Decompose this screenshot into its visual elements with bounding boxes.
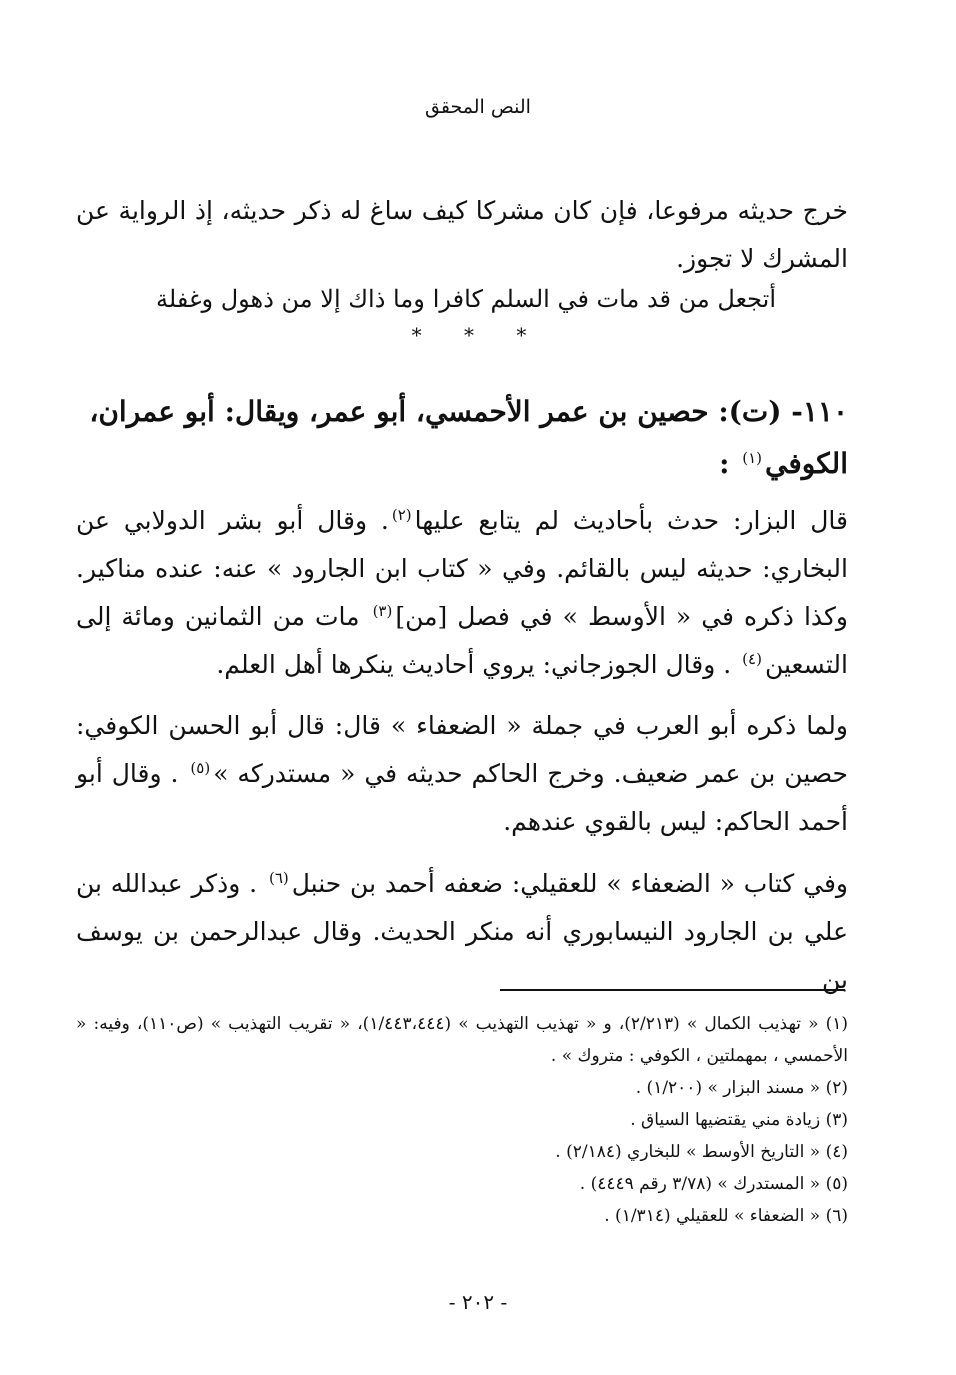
footnote-item: (٦) « الضعفاء » للعقيلي (١/٣١٤) .	[604, 1206, 848, 1226]
entry-heading-line-1: ١١٠- (ت): حصين بن عمر الأحمسي، أبو عمر، ويقال: أبو عمران،	[89, 395, 848, 428]
paragraph-uqayli	[76, 860, 848, 1004]
footnote-item: (٥) « المستدرك » (٣/٧٨ رقم ٤٤٤٩) .	[579, 1174, 848, 1194]
footnote-ref-2: (٢)	[391, 505, 412, 524]
footnote-ref-5: (٥)	[190, 758, 211, 777]
page-number: - ٢٠٢ -	[448, 1290, 508, 1314]
paragraph-text: . وقال أبو بشر الدولابي عن البخاري: حديثه ليس بالقائم. وفي « كتاب ابن الجارود » عنه: عنده مناكير. وكذا ذكره في « الأوسط » في فصل [من]	[76, 506, 848, 631]
footnote-ref-3: (٣)	[372, 601, 393, 620]
entry-heading-line-2	[76, 438, 848, 490]
continuation-paragraph: خرج حديثه مرفوعا، فإن كان مشركا كيف ساغ له ذكر حديثه، إذ الرواية عن المشرك لا تجوز.	[76, 196, 848, 273]
footnotes-list	[76, 1008, 848, 1232]
paragraph-text: . وقال الجوزجاني: يروي أحاديث ينكرها أهل العلم.	[216, 650, 732, 679]
footnote-ref-1: (١)	[742, 448, 763, 467]
paragraph-bazzar	[76, 497, 848, 689]
poem-verse	[156, 279, 776, 319]
footnote-item: (٢) « مسند البزار » (١/٢٠٠) .	[635, 1078, 848, 1098]
entry-heading-colon: :	[719, 447, 730, 480]
paragraph-text: مات من الثمانين ومائة إلى التسعين	[76, 602, 848, 679]
paragraph-text: وفي كتاب « الضعفاء » للعقيلي: ضعفه أحمد بن حنبل	[291, 869, 848, 898]
footnote-ref-4: (٤)	[742, 649, 762, 668]
entry-heading-nisba: الكوفي	[765, 447, 848, 480]
paragraph-text: قال البزار: حدث بأحاديث لم يتابع عليها	[414, 506, 848, 535]
footnote-item: (٤) « التاريخ الأوسط » للبخاري (٢/١٨٤) .	[555, 1142, 848, 1162]
poem-hemistich-second: وما ذاك إلا من ذهول وغفلة	[156, 285, 425, 313]
footnote-item: (٣) زيادة مني يقتضيها السياق .	[630, 1110, 848, 1130]
paragraph-text: . وذكر عبدالله بن علي بن الجارود النيسابوري أنه منكر الحديث. وقال عبدالرحمن بن يوسف بن	[76, 869, 848, 994]
running-head: النص المحقق	[425, 96, 531, 118]
paragraph-abu-al-arab	[76, 702, 848, 846]
section-separator: * * *	[411, 323, 545, 347]
paragraph-text: . وقال أبو أحمد الحاكم: ليس بالقوي عندهم.	[76, 759, 848, 836]
poem-hemistich-first: أتجعل من قد مات في السلم كافرا	[432, 285, 776, 313]
paragraph-text: ولما ذكره أبو العرب في جملة « الضعفاء » قال: قال أبو الحسن الكوفي: حصين بن عمر ضعيف. وخرج الحاكم حديثه في « مستدركه »	[76, 711, 849, 788]
entry-heading	[76, 386, 848, 490]
footnote-ref-6: (٦)	[268, 868, 289, 887]
footnote-separator-rule	[500, 989, 845, 991]
footnote-item: (١) « تهذيب الكمال » (٢/٢١٣)، و « تهذيب التهذيب » (١/٤٤٣،٤٤٤)، « تقريب التهذيب » (ص١١٠)، وفيه: « الأحمسي ، بمهملتين ، الكوفي : متروك » .	[76, 1014, 849, 1066]
